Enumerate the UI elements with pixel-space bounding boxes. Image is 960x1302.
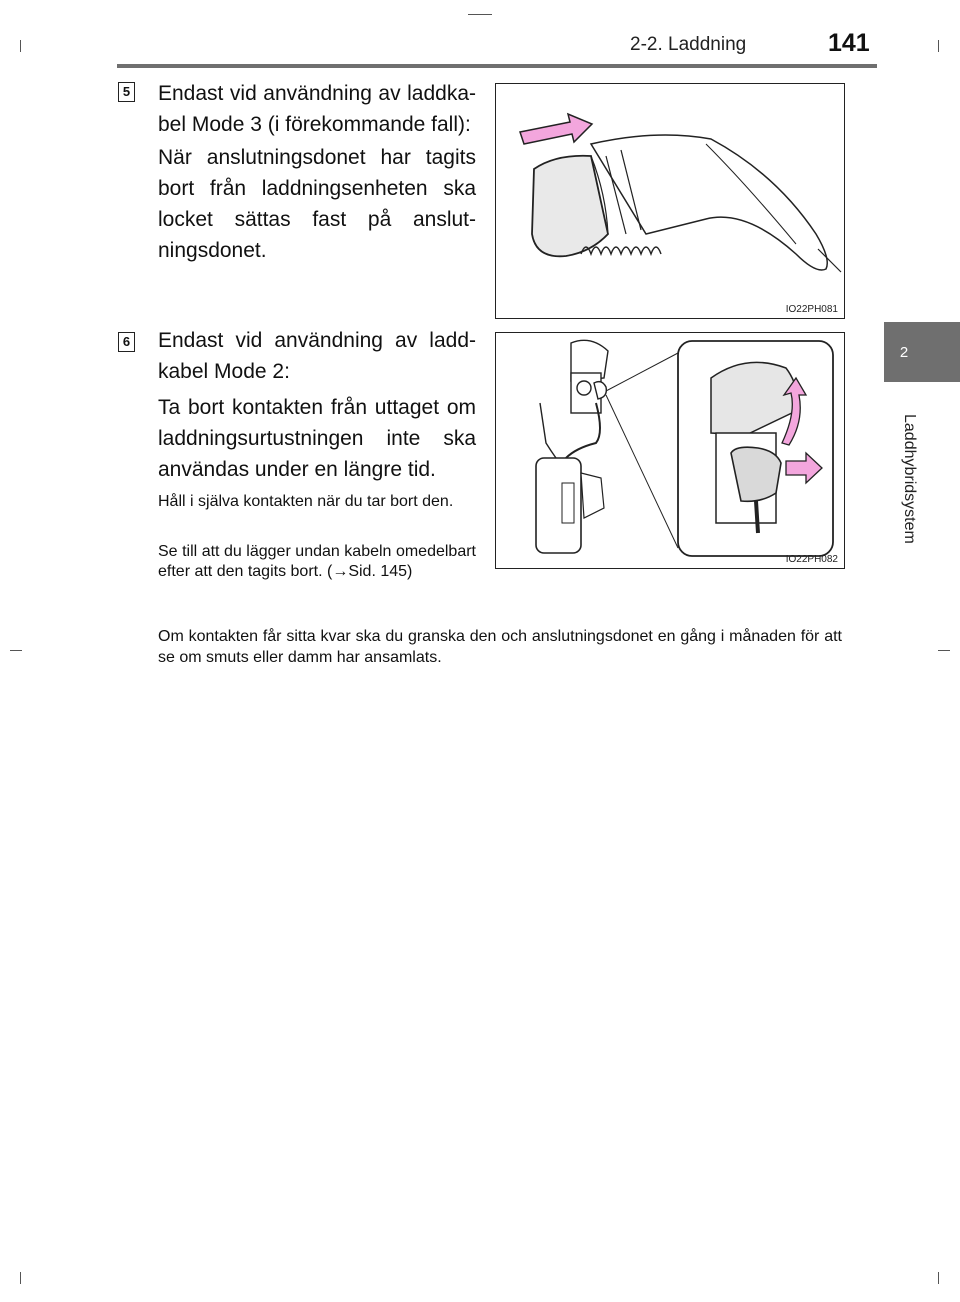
figure-connector-cap xyxy=(495,83,845,319)
figure-id: IO22PH082 xyxy=(785,554,838,565)
chapter-tab xyxy=(884,322,960,382)
chapter-title: Laddhybridsystem xyxy=(901,414,918,544)
push-arrow-icon xyxy=(520,114,592,144)
step-number-5: 5 xyxy=(118,82,135,102)
step-5-instruction: När anslutningsdonet har tagits bort från laddningsenheten ska locket sättas fast på anslut-ningsdonet. xyxy=(158,146,476,262)
plug-removal-illustration xyxy=(496,333,845,569)
figure-plug-removal xyxy=(495,332,845,569)
step-number-6: 6 xyxy=(118,332,135,352)
crop-mark xyxy=(938,1272,939,1284)
connector-cap-illustration xyxy=(496,84,845,319)
page-number: 141 xyxy=(828,29,870,57)
footer-note: Om kontakten får sitta kvar ska du granska den och anslutningsdonet en gång i månaden för att se om smuts eller damm har ansamlats. xyxy=(158,628,842,666)
crop-mark xyxy=(938,650,950,651)
chapter-title-vertical xyxy=(893,414,923,584)
step-6-note-grip: Håll i själva kontakten när du tar bort den. xyxy=(158,493,454,510)
header-rule xyxy=(117,64,877,68)
chapter-number: 2 xyxy=(899,344,909,361)
step-5-heading: Endast vid användning av laddka-bel Mode 3 (i förekommande fall): xyxy=(158,82,476,136)
crop-mark xyxy=(938,40,939,52)
figure-id: IO22PH081 xyxy=(785,304,838,315)
crop-mark xyxy=(10,650,22,651)
crop-mark xyxy=(20,1272,21,1284)
step-6-note-cable: Se till att du lägger undan kabeln omedelbart efter att den tagits bort. (→Sid. 145) xyxy=(158,543,476,580)
step-6-instruction: Ta bort kontakten från uttaget om laddningsurtustningen inte ska användas under en längre tid. xyxy=(158,396,476,481)
section-title: 2-2. Laddning xyxy=(630,34,747,55)
step-6-heading: Endast vid användning av ladd-kabel Mode 2: xyxy=(158,329,476,383)
crop-mark xyxy=(468,14,492,15)
crop-mark xyxy=(20,40,21,52)
